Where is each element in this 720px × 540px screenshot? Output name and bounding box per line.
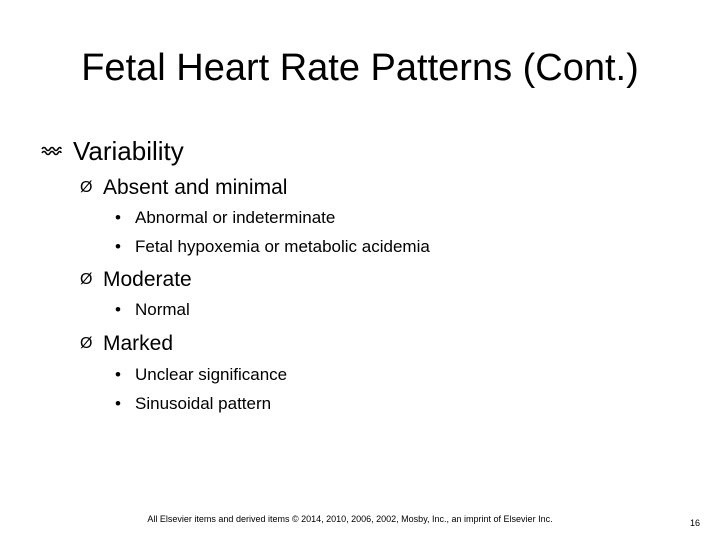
- arrow-bullet-icon: Ø: [80, 271, 93, 288]
- bullet-text: Absent and minimal: [103, 176, 288, 199]
- bullet-text: Marked: [103, 332, 174, 355]
- sub-bullet-text: Fetal hypoxemia or metabolic acidemia: [135, 237, 430, 256]
- ribbon-bullet-icon: [40, 136, 62, 166]
- dot-bullet-icon: •: [115, 300, 121, 319]
- dot-bullet-icon: •: [115, 237, 121, 256]
- copyright-footer: All Elsevier items and derived items © 2014, 2010, 2006, 2002, Mosby, Inc., an imprint of Elsevier Inc.: [147, 514, 553, 524]
- sub-bullet-text: Abnormal or indeterminate: [135, 208, 336, 227]
- sub-bullet-text: Normal: [135, 300, 190, 319]
- sub-bullet-text: Sinusoidal pattern: [135, 394, 272, 413]
- bullet-text: Variability: [73, 136, 184, 166]
- bullet-text: Moderate: [103, 268, 192, 291]
- slide-title: Fetal Heart Rate Patterns (Cont.): [81, 47, 639, 89]
- dot-bullet-icon: •: [115, 208, 121, 227]
- arrow-bullet-icon: Ø: [80, 335, 93, 352]
- sub-bullet-text: Unclear significance: [135, 365, 288, 384]
- dot-bullet-icon: •: [115, 394, 121, 413]
- dot-bullet-icon: •: [115, 365, 121, 384]
- arrow-bullet-icon: Ø: [80, 179, 93, 196]
- page-number: 16: [689, 518, 700, 528]
